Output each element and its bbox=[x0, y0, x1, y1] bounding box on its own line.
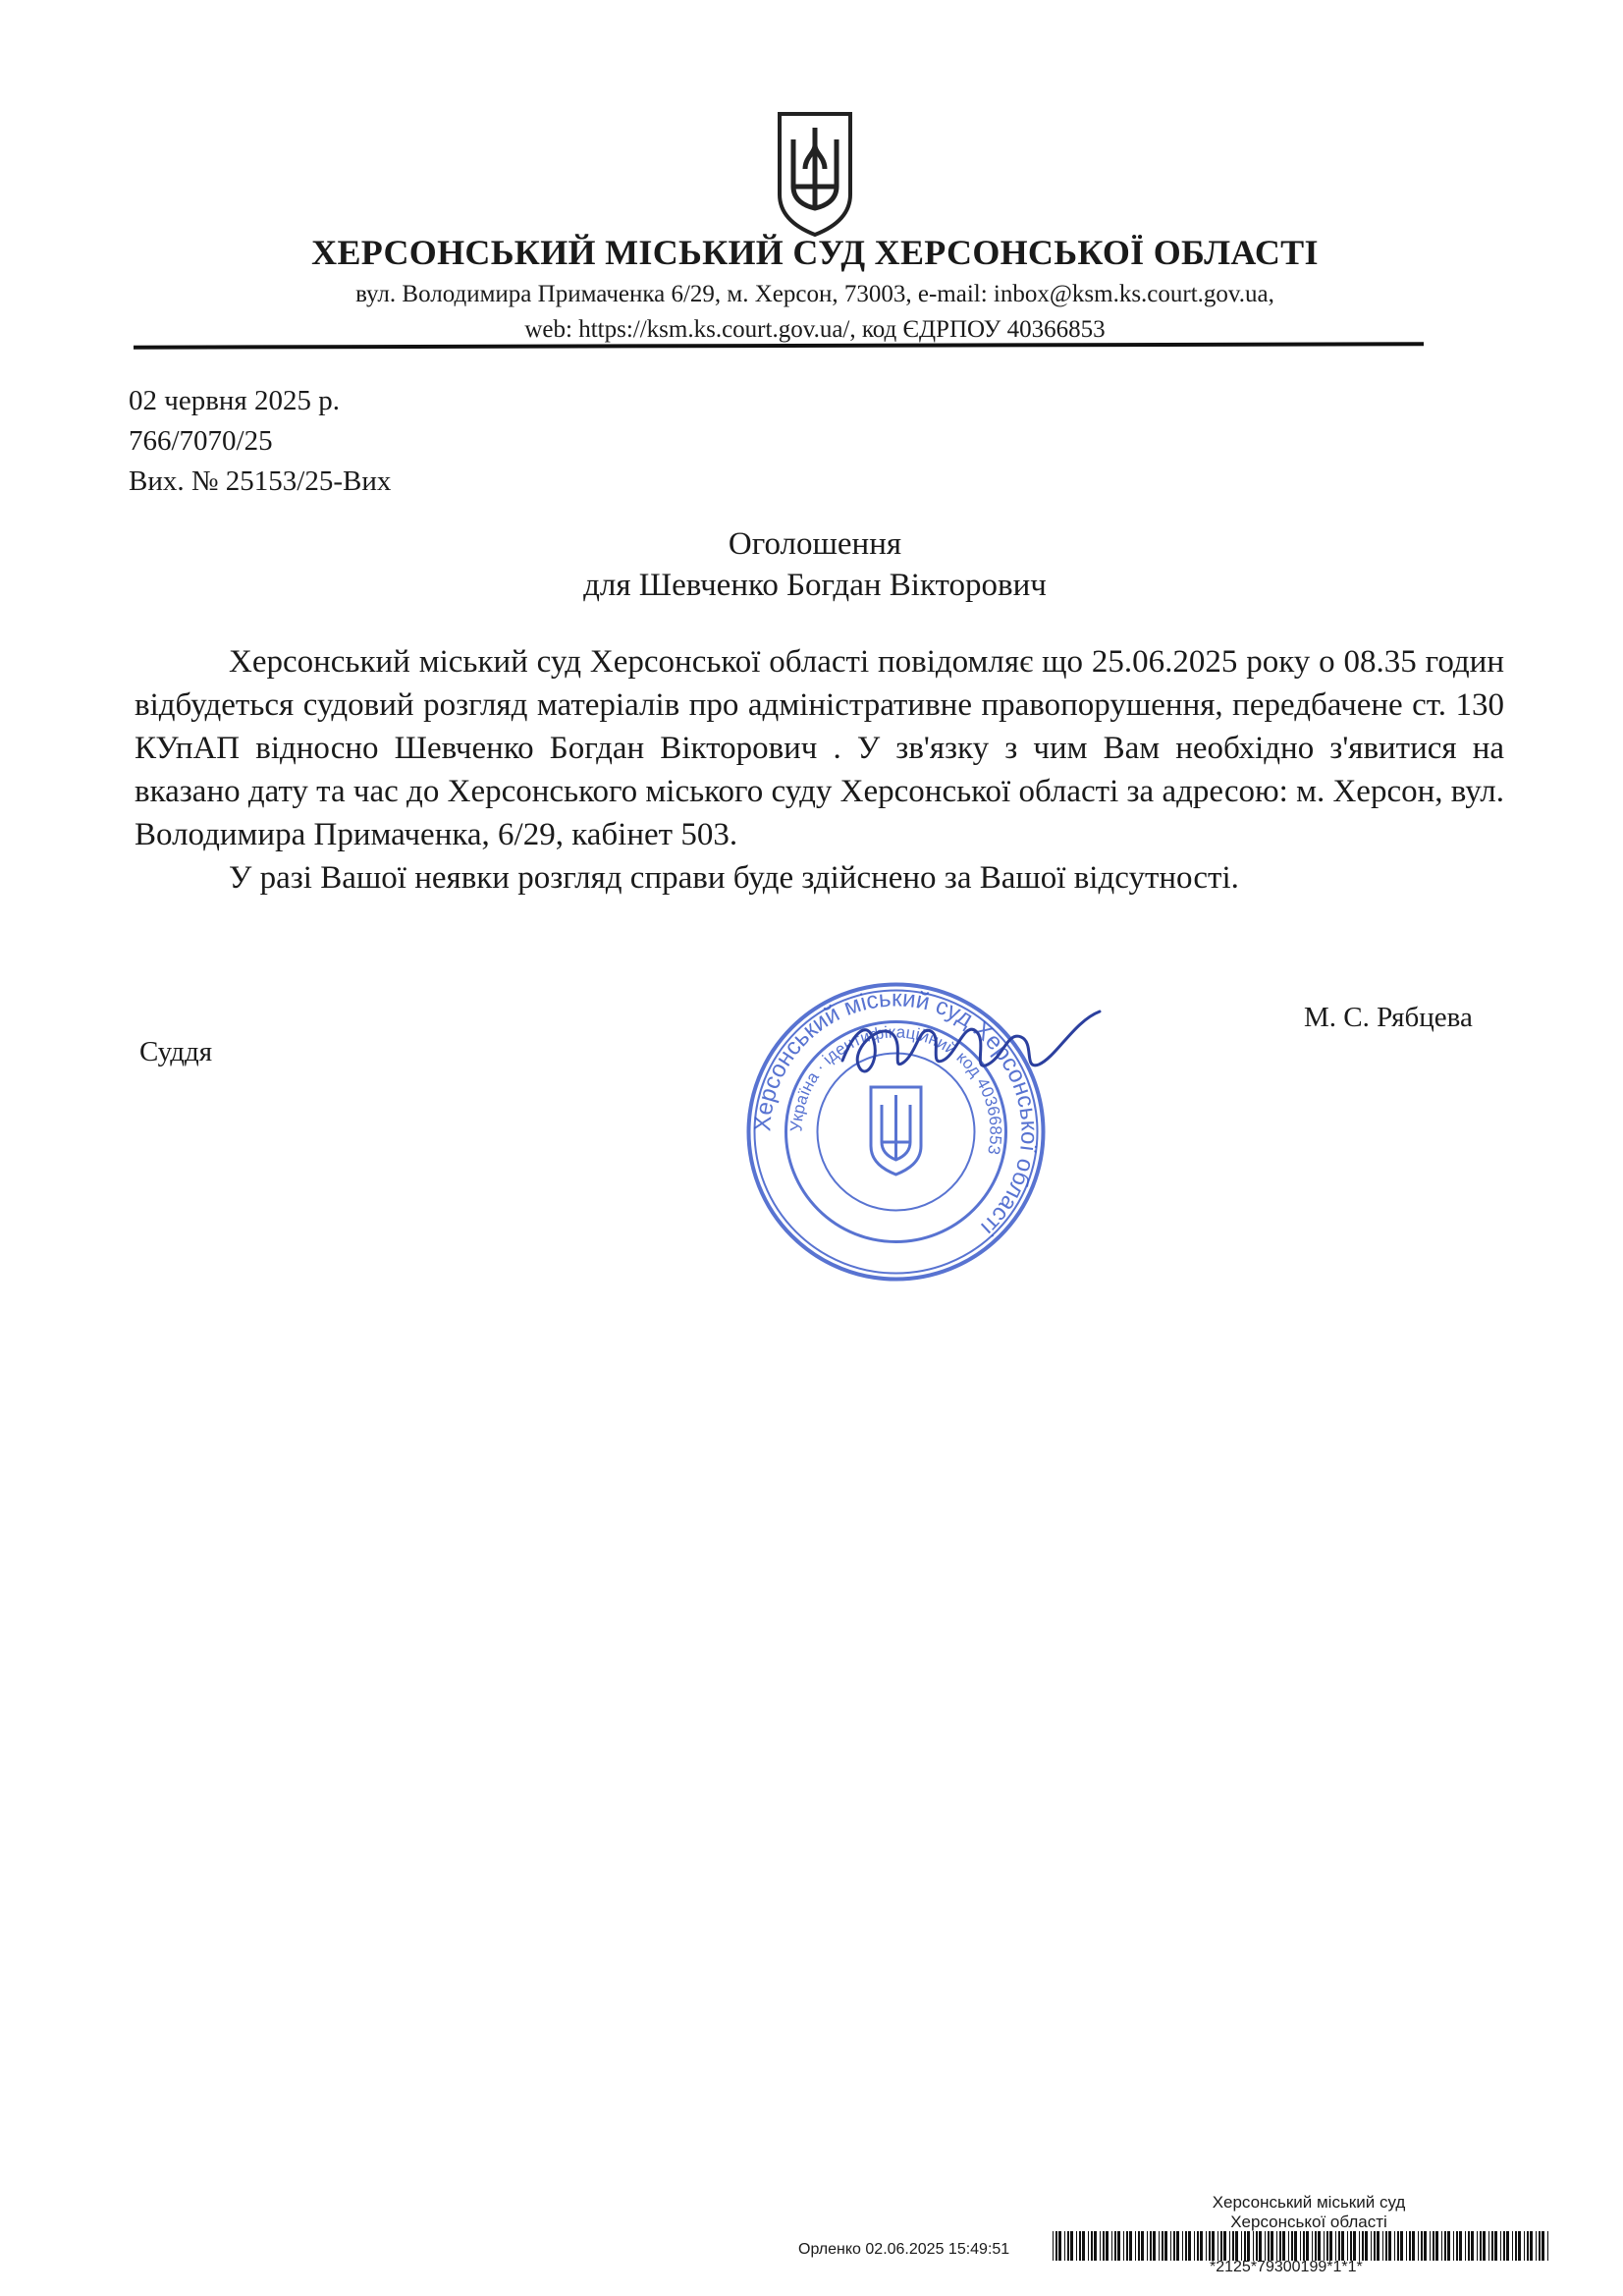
footer-court-label bbox=[1191, 2193, 1427, 2232]
case-number: 766/7070/25 bbox=[129, 425, 273, 457]
barcode-bar bbox=[1312, 2231, 1313, 2261]
barcode-bar bbox=[1217, 2231, 1218, 2261]
barcode-bar bbox=[1176, 2231, 1179, 2261]
barcode-bar bbox=[1164, 2231, 1167, 2261]
barcode-bar bbox=[1524, 2231, 1525, 2261]
barcode-bar bbox=[1324, 2231, 1325, 2261]
barcode-bar bbox=[1070, 2231, 1073, 2261]
barcode-bar bbox=[1279, 2231, 1281, 2261]
judge-signature bbox=[835, 992, 1109, 1100]
barcode-bar bbox=[1341, 2231, 1344, 2261]
barcode-bar bbox=[1253, 2231, 1254, 2261]
barcode-bar bbox=[1374, 2231, 1376, 2261]
barcode-bar bbox=[1265, 2231, 1266, 2261]
barcode-bar bbox=[1206, 2231, 1207, 2261]
barcode-bar bbox=[1468, 2231, 1470, 2261]
barcode-bar bbox=[1447, 2231, 1450, 2261]
barcode-bar bbox=[1459, 2231, 1462, 2261]
barcode-bar bbox=[1162, 2231, 1163, 2261]
barcode-bar bbox=[1088, 2231, 1089, 2261]
barcode-bar bbox=[1091, 2231, 1093, 2261]
barcode-bar bbox=[1335, 2231, 1336, 2261]
barcode-bar bbox=[1483, 2231, 1486, 2261]
barcode-bar bbox=[1318, 2231, 1321, 2261]
barcode-bar bbox=[1326, 2231, 1328, 2261]
barcode-bar bbox=[1527, 2231, 1529, 2261]
footer-registration-stamp: Орленко 02.06.2025 15:49:51 bbox=[798, 2241, 1010, 2258]
barcode-bar bbox=[1103, 2231, 1105, 2261]
barcode-bar bbox=[1353, 2231, 1356, 2261]
barcode-bar bbox=[1282, 2231, 1285, 2261]
barcode-bar bbox=[1418, 2231, 1419, 2261]
notice-paragraph-1: Херсонський міський суд Херсонської області повідомляє що 25.06.2025 року о 08.35 годин відбудеться судовий розгляд матеріалів про адміністративне правопорушення, передбачене ст. 130 КУпАП відносно Шевченко Богдан Вікторович . У зв'язку з чим Вам необхідно з'явитися на вказано дату та час до Херсонського міського суду Херсонської області за адресою: м. Херсон, вул. Володимира Примаченка, 6/29, кабінет 503. bbox=[135, 644, 1504, 852]
barcode-bar bbox=[1220, 2231, 1222, 2261]
footer-court-line-2: Херсонської області bbox=[1230, 2213, 1387, 2231]
barcode-bar bbox=[1406, 2231, 1407, 2261]
barcode-bar bbox=[1229, 2231, 1230, 2261]
footer-court-line-1: Херсонський міський суд bbox=[1212, 2193, 1406, 2212]
barcode-bar bbox=[1188, 2231, 1191, 2261]
barcode-bar bbox=[1350, 2231, 1352, 2261]
barcode-bar bbox=[1536, 2231, 1537, 2261]
barcode-bar bbox=[1539, 2231, 1541, 2261]
barcode-bar bbox=[1276, 2231, 1277, 2261]
judge-name: М. С. Рябцева bbox=[1304, 1002, 1473, 1033]
barcode-bar bbox=[1271, 2231, 1273, 2261]
barcode-bar bbox=[1444, 2231, 1446, 2261]
court-name: ХЕРСОНСЬКИЙ МІСЬКИЙ СУД ХЕРСОНСЬКОЇ ОБЛАСТІ bbox=[311, 233, 1319, 272]
barcode-bar bbox=[1079, 2231, 1081, 2261]
barcode-bar bbox=[1259, 2231, 1262, 2261]
barcode-bar bbox=[1094, 2231, 1097, 2261]
barcode-bar bbox=[1542, 2231, 1544, 2261]
barcode-bar bbox=[1547, 2231, 1548, 2261]
barcode-bar bbox=[1424, 2231, 1427, 2261]
court-address: вул. Володимира Примаченка 6/29, м. Херсон, 73003, e-mail: inbox@ksm.ks.court.gov.ua, bbox=[355, 281, 1274, 307]
barcode-bar bbox=[1506, 2231, 1509, 2261]
barcode-bar bbox=[1194, 2231, 1195, 2261]
barcode-bar bbox=[1126, 2231, 1128, 2261]
barcode-bar bbox=[1244, 2231, 1246, 2261]
notice-body bbox=[135, 640, 1504, 900]
barcode-text: *2125*79300199*1*1* bbox=[1210, 2259, 1363, 2275]
barcode-bar bbox=[1212, 2231, 1215, 2261]
barcode-bar bbox=[1430, 2231, 1431, 2261]
barcode-bar bbox=[1409, 2231, 1411, 2261]
outgoing-number: Вих. № 25153/25-Вих bbox=[129, 465, 392, 497]
barcode-bar bbox=[1480, 2231, 1482, 2261]
barcode-bar bbox=[1300, 2231, 1301, 2261]
barcode-bar bbox=[1232, 2231, 1234, 2261]
barcode-bar bbox=[1433, 2231, 1434, 2261]
barcode-bar bbox=[1512, 2231, 1513, 2261]
barcode-bar bbox=[1503, 2231, 1505, 2261]
notice-title: Оголошення bbox=[728, 526, 902, 562]
barcode-bar bbox=[1256, 2231, 1258, 2261]
barcode-bar bbox=[1456, 2231, 1458, 2261]
barcode-bar bbox=[1477, 2231, 1478, 2261]
barcode-bar bbox=[1338, 2231, 1340, 2261]
barcode-bar bbox=[1291, 2231, 1293, 2261]
barcode-bar bbox=[1153, 2231, 1156, 2261]
barcode-bar bbox=[1303, 2231, 1305, 2261]
seal-inner-text: Україна · ідентифікаційний код 40366853 bbox=[786, 1022, 1005, 1157]
barcode-bar bbox=[1294, 2231, 1297, 2261]
barcode-bar bbox=[1465, 2231, 1466, 2261]
trident-emblem-icon bbox=[774, 110, 856, 238]
court-web-line: web: https://ksm.ks.court.gov.ua/, код ЄДРПОУ 40366853 bbox=[524, 316, 1106, 343]
barcode-bar bbox=[1365, 2231, 1368, 2261]
barcode-bar bbox=[1150, 2231, 1152, 2261]
barcode-bar bbox=[1058, 2231, 1061, 2261]
barcode-bar bbox=[1453, 2231, 1454, 2261]
barcode-bar bbox=[1182, 2231, 1183, 2261]
barcode-bar bbox=[1159, 2231, 1160, 2261]
barcode-bar bbox=[1382, 2231, 1383, 2261]
barcode-bar bbox=[1185, 2231, 1187, 2261]
barcode-bar bbox=[1362, 2231, 1364, 2261]
barcode-bar bbox=[1209, 2231, 1211, 2261]
barcode-bar bbox=[1315, 2231, 1317, 2261]
barcode-bar bbox=[1268, 2231, 1270, 2261]
barcode-bar bbox=[1347, 2231, 1348, 2261]
barcode-bar bbox=[1394, 2231, 1395, 2261]
barcode-bar bbox=[1530, 2231, 1533, 2261]
barcode-bar bbox=[1129, 2231, 1132, 2261]
barcode-bar bbox=[1055, 2231, 1057, 2261]
barcode-bar bbox=[1412, 2231, 1415, 2261]
barcode-bar bbox=[1106, 2231, 1109, 2261]
barcode-bar bbox=[1494, 2231, 1497, 2261]
barcode-bar bbox=[1441, 2231, 1442, 2261]
barcode-bar bbox=[1388, 2231, 1391, 2261]
barcode-bar bbox=[1114, 2231, 1116, 2261]
barcode-bar bbox=[1400, 2231, 1403, 2261]
barcode-bar bbox=[1123, 2231, 1124, 2261]
barcode-bar bbox=[1170, 2231, 1171, 2261]
barcode-bar bbox=[1306, 2231, 1309, 2261]
barcode-bar bbox=[1138, 2231, 1140, 2261]
barcode-bar bbox=[1500, 2231, 1501, 2261]
barcode-bar bbox=[1371, 2231, 1372, 2261]
barcode-bar bbox=[1076, 2231, 1077, 2261]
barcode-bar bbox=[1359, 2231, 1360, 2261]
notice-paragraph-2: У разі Вашої неявки розгляд справи буде здійснено за Вашої відсутності. bbox=[229, 860, 1239, 896]
barcode-bar bbox=[1141, 2231, 1144, 2261]
barcode-bar bbox=[1241, 2231, 1242, 2261]
barcode-bar bbox=[1377, 2231, 1380, 2261]
barcode-bar bbox=[1135, 2231, 1136, 2261]
barcode-bar bbox=[1421, 2231, 1423, 2261]
barcode-bar bbox=[1491, 2231, 1493, 2261]
notice-recipient: для Шевченко Богдан Вікторович bbox=[583, 568, 1047, 603]
document-date: 02 червня 2025 р. bbox=[129, 385, 341, 416]
barcode-bar bbox=[1385, 2231, 1387, 2261]
barcode-bar bbox=[1147, 2231, 1148, 2261]
barcode-bar bbox=[1471, 2231, 1474, 2261]
barcode-bar bbox=[1117, 2231, 1120, 2261]
barcode-bar bbox=[1515, 2231, 1517, 2261]
barcode-bar bbox=[1111, 2231, 1112, 2261]
barcode-bar bbox=[1488, 2231, 1489, 2261]
barcode-bar bbox=[1067, 2231, 1069, 2261]
document-barcode bbox=[1053, 2231, 1553, 2261]
seal-outer-text: Херсонський міський суд Херсонської області bbox=[749, 985, 1043, 1241]
barcode-bar bbox=[1397, 2231, 1399, 2261]
barcode-bar bbox=[1100, 2231, 1101, 2261]
barcode-bar bbox=[1223, 2231, 1226, 2261]
barcode-bar bbox=[1288, 2231, 1289, 2261]
barcode-bar bbox=[1435, 2231, 1438, 2261]
barcode-bar bbox=[1518, 2231, 1521, 2261]
barcode-bar bbox=[1064, 2231, 1065, 2261]
barcode-bar bbox=[1235, 2231, 1238, 2261]
barcode-bar bbox=[1173, 2231, 1175, 2261]
barcode-bar bbox=[1200, 2231, 1203, 2261]
barcode-bar bbox=[1082, 2231, 1085, 2261]
judge-position: Суддя bbox=[139, 1036, 213, 1067]
barcode-bar bbox=[1197, 2231, 1199, 2261]
barcode-bar bbox=[1053, 2231, 1054, 2261]
barcode-bar bbox=[1329, 2231, 1332, 2261]
barcode-bar bbox=[1247, 2231, 1250, 2261]
